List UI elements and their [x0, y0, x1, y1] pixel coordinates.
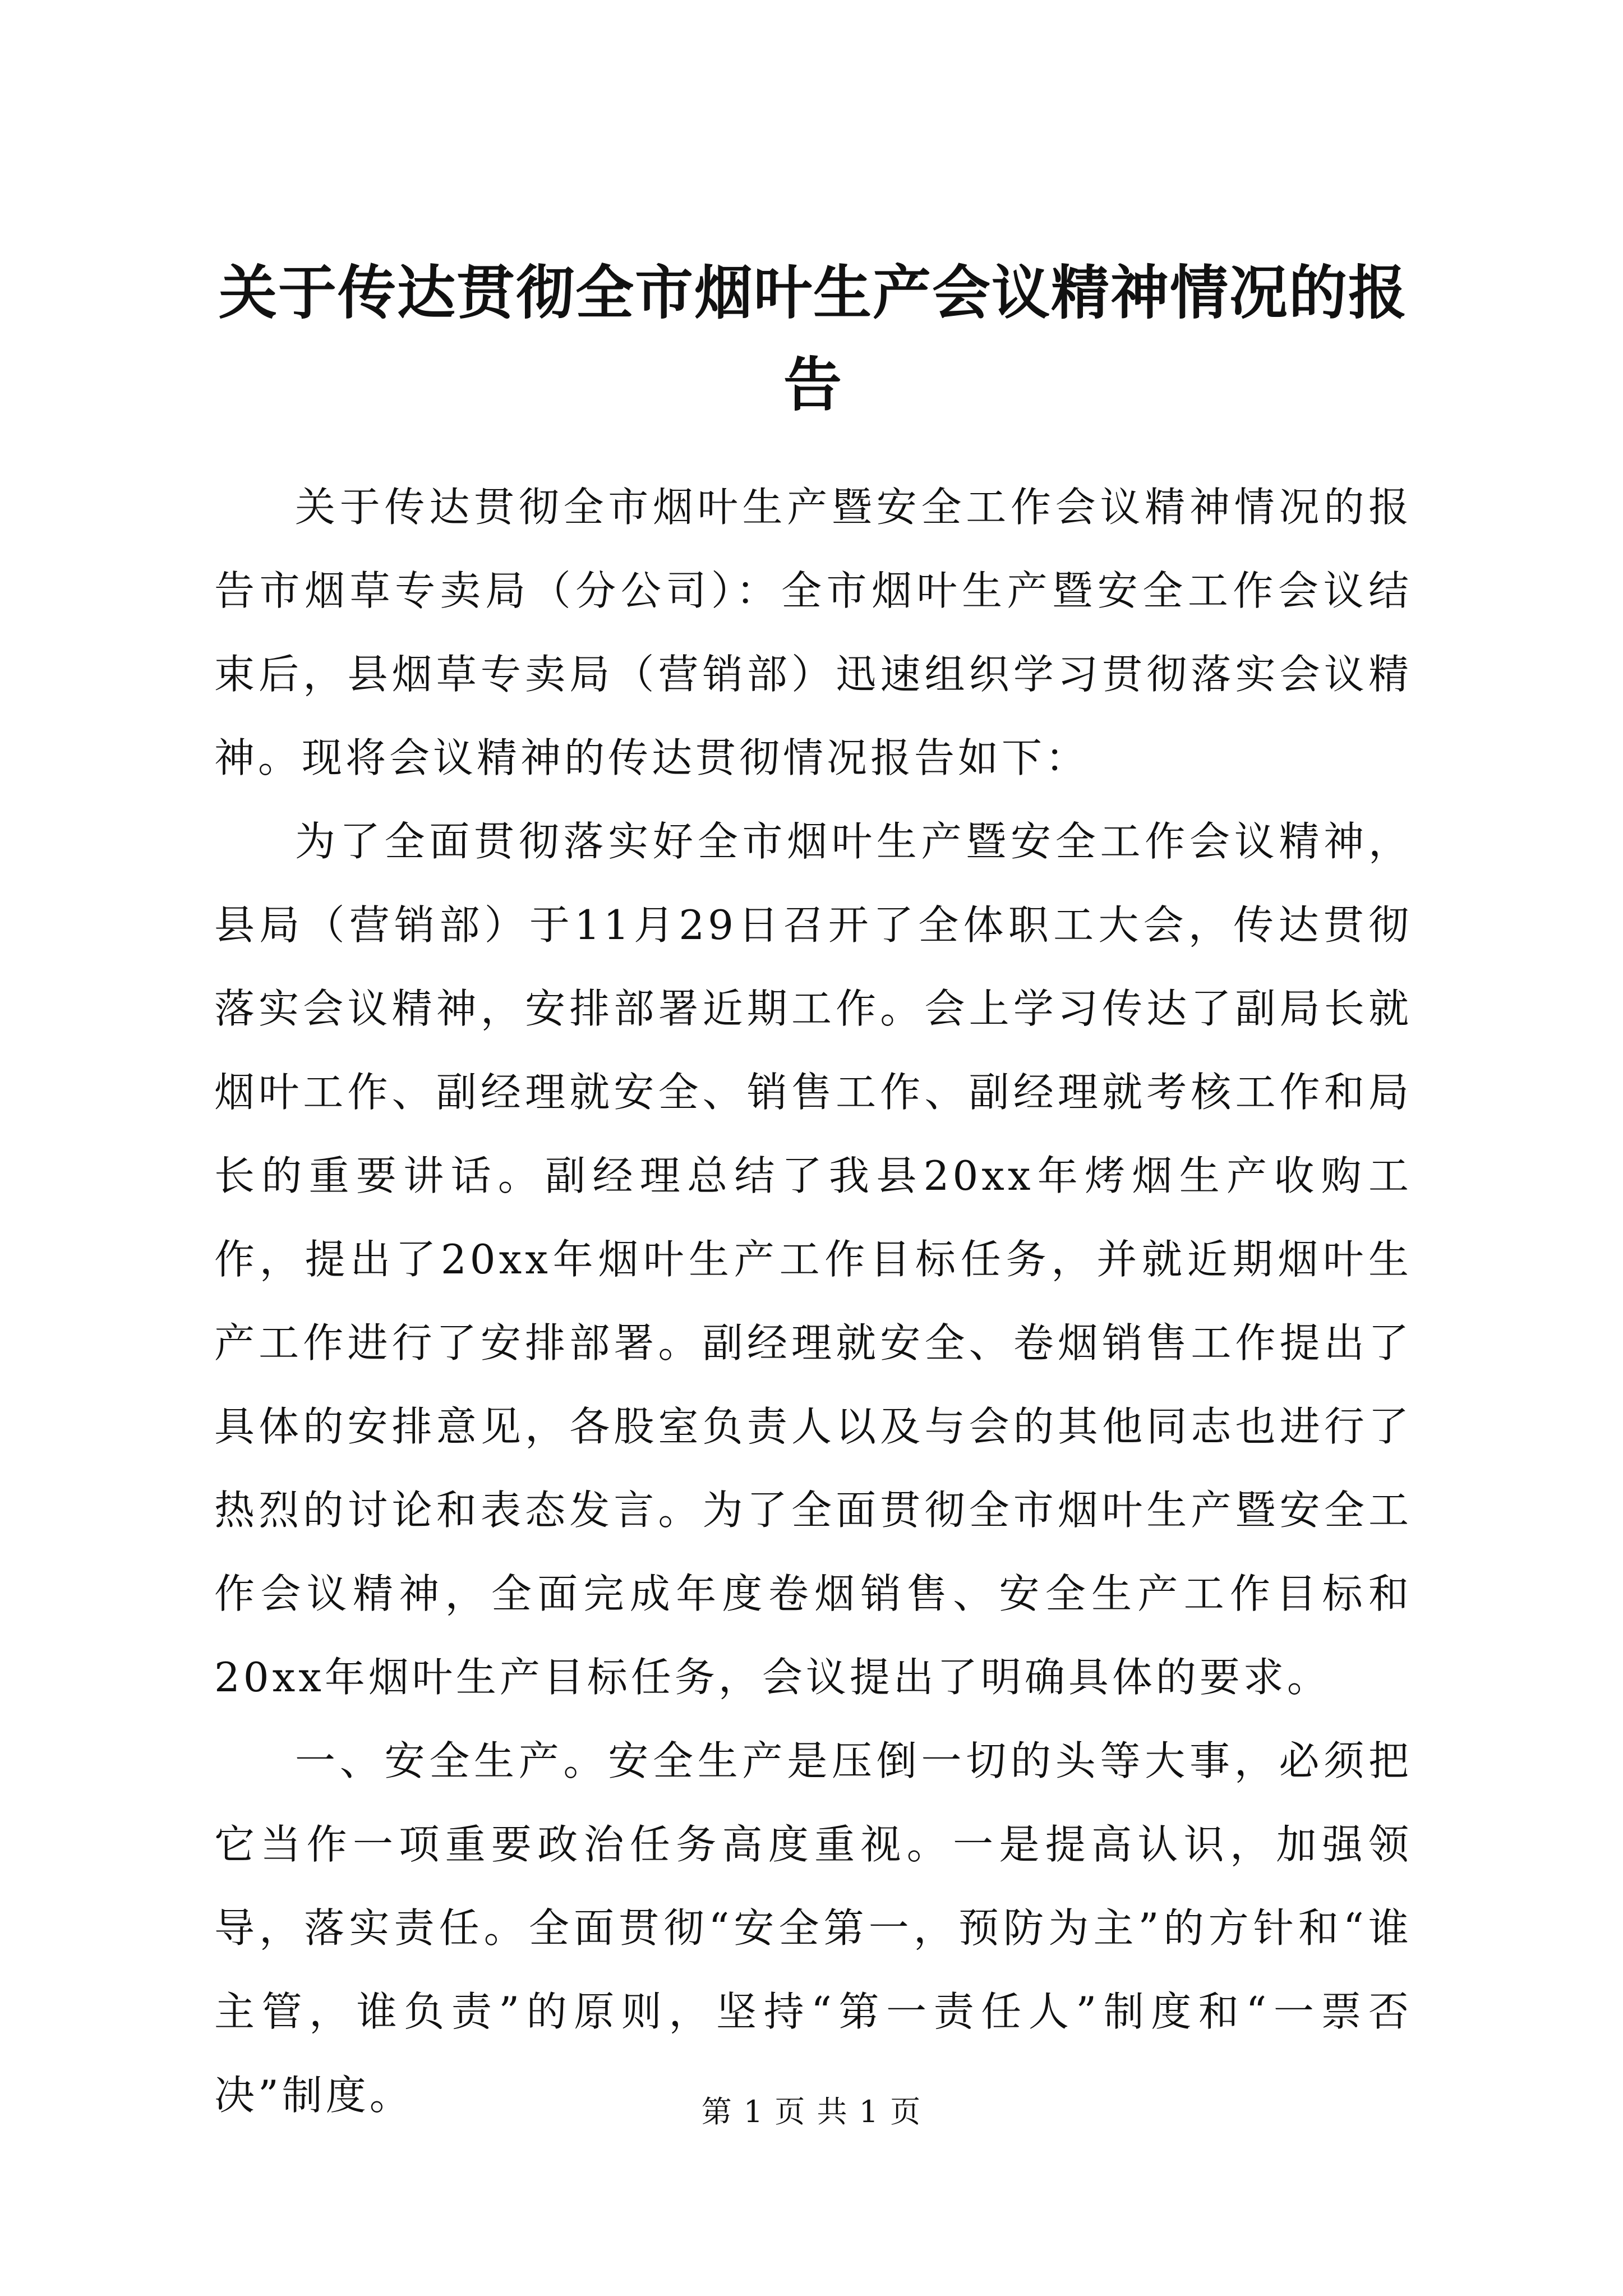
document-title: 关于传达贯彻全市烟叶生产会议精神情况的报告 [218, 258, 1408, 419]
paragraph-meeting: 为了全面贯彻落实好全市烟叶生产暨安全工作会议精神，县局（营销部）于11月29日召开了全体职工大会，传达贯彻落实会议精神，安排部署近期工作。会上学习传达了副局长就烟叶工作、副经理就安全、销售工作、副经理就考核工作和局长的重要讲话。副经理总结了我县20xx年烤烟生产收购工作，提出了20xx年烟叶生产工作目标任务，并就近期烟叶生产工作进行了安排部署。副经理就安全、卷烟销售工作提出了具体的安排意见，各股室负责人以及与会的其他同志也进行了热烈的讨论和表态发言。为了全面贯彻全市烟叶生产暨安全工作会议精神，全面完成年度卷烟销售、安全生产工作目标和20xx年烟叶生产目标任务，会议提出了明确具体的要求。 [214, 818, 1412, 1701]
page-footer: 第 1 页 共 1 页 [701, 2094, 922, 2129]
document-body [214, 466, 1412, 2137]
paragraph-safety: 一、安全生产。安全生产是压倒一切的头等大事，必须把它当作一项重要政治任务高度重视。一是提高认识，加强领导，落实责任。全面贯彻“安全第一，预防为主”的方针和“谁主管，谁负责”的原则，坚持“第一责任人”制度和“一票否决”制度。 [214, 1737, 1412, 2119]
paragraph-intro: 关于传达贯彻全市烟叶生产暨安全工作会议精神情况的报告市烟草专卖局（分公司）：全市烟叶生产暨安全工作会议结束后，县烟草专卖局（营销部）迅速组织学习贯彻落实会议精神。现将会议精神的传达贯彻情况报告如下： [214, 484, 1412, 781]
